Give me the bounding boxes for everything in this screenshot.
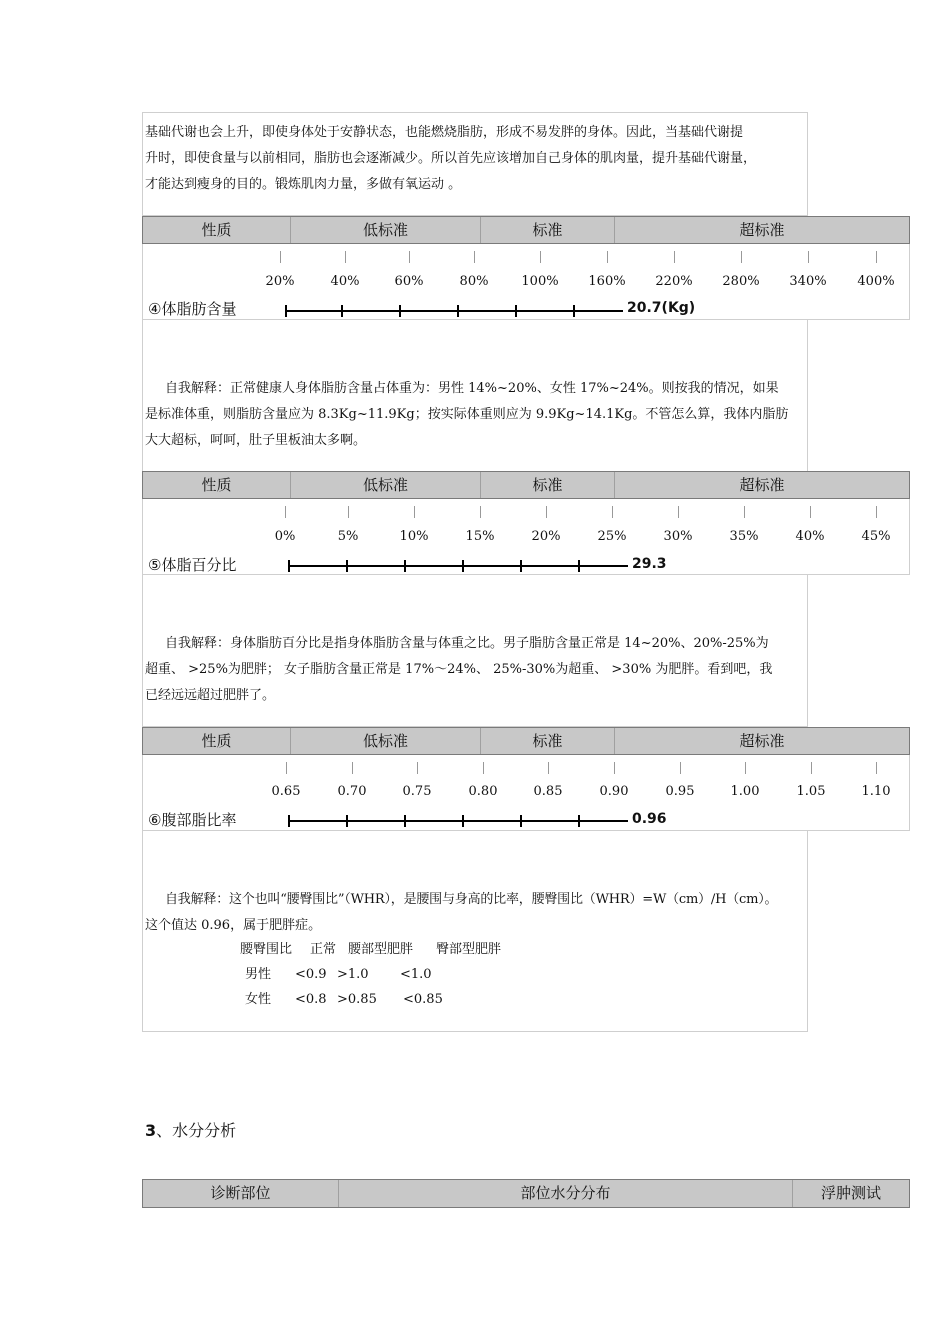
bar-tick (285, 305, 287, 317)
scale-tick-label: 20% (265, 274, 295, 289)
bar-tick (288, 560, 290, 572)
scale-tick (674, 251, 675, 263)
scale-tick (607, 251, 608, 263)
note-paragraph (145, 376, 805, 454)
scale-tick-label: 100% (521, 274, 559, 289)
scale-tick (409, 251, 410, 263)
scale-tick (348, 506, 349, 518)
note-line: 自我解释：身体脂肪百分比是指身体脂肪含量与体重之比。男子脂肪含量正常是 14~20%、20%-25%为 (165, 636, 769, 651)
scale-tick (480, 506, 481, 518)
scale-tick-label: 160% (588, 274, 626, 289)
scale-tick (614, 762, 615, 774)
scale-tick (352, 762, 353, 774)
scale-tick (741, 251, 742, 263)
bar-tick (520, 815, 522, 827)
bar-tick (457, 305, 459, 317)
scale-tick (876, 762, 877, 774)
whr-cell: 女性 (245, 992, 272, 1007)
bar-tick (515, 305, 517, 317)
header-over: 超标准 (739, 221, 785, 239)
scale-tick (546, 506, 547, 518)
note-paragraph (145, 887, 810, 939)
header-diagnosis-site: 诊断部位 (143, 1180, 339, 1207)
water-table-header (142, 1179, 910, 1208)
bar-tick (578, 815, 580, 827)
scale-tick-label: 1.00 (730, 784, 760, 799)
header-edema-test: 浮肿测试 (820, 1184, 881, 1202)
scale-tick-label: 15% (465, 529, 495, 544)
scale-tick-label: 25% (597, 529, 627, 544)
note-line: 已经远远超过肥胖了。 (145, 688, 276, 703)
note-line: 是标准体重，则脂肪含量应为 8.3Kg~11.9Kg；按实际体重则应为 9.9Kg~14.1Kg。不管怎么算，我体内脂肪 (145, 407, 789, 422)
scale-tick (417, 762, 418, 774)
scale-tick (810, 506, 811, 518)
whr-cell: >0.85 (337, 992, 377, 1007)
scale-tick (540, 251, 541, 263)
whr-cell: <0.85 (403, 992, 443, 1007)
header-over: 超标准 (739, 476, 785, 494)
scale-tick-label: 220% (655, 274, 693, 289)
bar-tick (404, 560, 406, 572)
header-low: 低标准 (291, 217, 481, 243)
scale-tick-label: 1.10 (861, 784, 891, 799)
scale-tick-label: 0.75 (402, 784, 432, 799)
bar-tick (346, 815, 348, 827)
scale-tick (548, 762, 549, 774)
whr-cell: <0.9 (295, 967, 327, 982)
scale-tick (483, 762, 484, 774)
scale-tick (876, 506, 877, 518)
scale-tick-label: 0% (274, 529, 296, 544)
intro-line: 才能达到瘦身的目的。锻炼肌肉力量，多做有氧运动 。 (145, 177, 462, 192)
metric-value: 29.3 (632, 556, 667, 572)
scale-tick (744, 506, 745, 518)
scale-tick-label: 5% (337, 529, 359, 544)
scale-tick-label: 60% (394, 274, 424, 289)
bar-tick (573, 305, 575, 317)
scale-tick (811, 762, 812, 774)
scale-tick (678, 506, 679, 518)
note-paragraph (145, 631, 805, 709)
scale-tick-label: 0.85 (533, 784, 563, 799)
scale-tick (876, 251, 877, 263)
intro-paragraph (145, 120, 805, 198)
metric-label: ⑤体脂百分比 (148, 556, 237, 574)
scale-tick (745, 762, 746, 774)
whr-header-cell: 腰臀围比 (240, 942, 293, 957)
scale-tick-label: 40% (330, 274, 360, 289)
scale-tick (414, 506, 415, 518)
whr-header-cell: 正常 (310, 942, 337, 957)
scale-tick-label: 80% (459, 274, 489, 289)
scale-tick (285, 506, 286, 518)
scale-tick (808, 251, 809, 263)
value-bar (288, 565, 628, 567)
value-bar (288, 820, 628, 822)
header-nature: 性质 (143, 472, 291, 498)
scale-tick-label: 40% (795, 529, 825, 544)
note-line: 自我解释：正常健康人身体脂肪含量占体重为：男性 14%~20%、女性 17%~24%。则按我的情况，如果 (165, 381, 779, 396)
note-line: 自我解释：这个也叫“腰臀围比”（WHR），是腰围与身高的比率，腰臀围比（WHR）=W（cm）/H（cm）。 (165, 892, 778, 907)
scale-tick (286, 762, 287, 774)
bar-tick (462, 560, 464, 572)
whr-header-cell: 臀部型肥胖 (436, 942, 502, 957)
scale-tick-label: 1.05 (796, 784, 826, 799)
section-title (145, 1118, 236, 1141)
scale-tick-label: 10% (399, 529, 429, 544)
intro-line: 升时，即使食量与以前相同，脂肪也会逐渐减少。所以首先应该增加自己身体的肌肉量，提升基础代谢量， (145, 151, 757, 166)
bar-tick (520, 560, 522, 572)
scale-tick-label: 35% (729, 529, 759, 544)
header-standard: 标准 (481, 472, 615, 498)
metric-header (142, 471, 910, 499)
scale-tick-label: 45% (861, 529, 891, 544)
metric-value: 20.7(Kg) (627, 300, 696, 316)
scale-tick-label: 0.90 (599, 784, 629, 799)
section-number: 3 (145, 1121, 157, 1140)
scale-tick-label: 0.65 (271, 784, 301, 799)
header-standard: 标准 (481, 728, 615, 754)
note-line: 这个值达 0.96，属于肥胖症。 (145, 918, 322, 933)
header-water-distribution: 部位水分分布 (339, 1180, 793, 1207)
header-standard: 标准 (481, 217, 615, 243)
scale-tick-label: 20% (531, 529, 561, 544)
note-line: 超重、 >25%为肥胖； 女子脂肪含量正常是 17%～24%、 25%-30%为超重、 >30% 为肥胖。看到吧，我 (145, 662, 773, 677)
metric-value: 0.96 (632, 811, 667, 827)
header-over: 超标准 (739, 732, 785, 750)
metric-label: ④体脂肪含量 (148, 300, 237, 318)
scale-tick-label: 280% (722, 274, 760, 289)
scale-tick-label: 0.70 (337, 784, 367, 799)
bar-tick (341, 305, 343, 317)
metric-header (142, 216, 910, 244)
metric-header (142, 727, 910, 755)
header-low: 低标准 (291, 472, 481, 498)
scale-tick-label: 340% (789, 274, 827, 289)
whr-cell: <0.8 (295, 992, 327, 1007)
scale-tick-label: 0.80 (468, 784, 498, 799)
bar-tick (399, 305, 401, 317)
bar-tick (346, 560, 348, 572)
metric-label: ⑥腹部脂比率 (148, 811, 237, 829)
bar-tick (462, 815, 464, 827)
scale-tick (612, 506, 613, 518)
scale-tick-label: 0.95 (665, 784, 695, 799)
scale-tick (474, 251, 475, 263)
scale-tick (680, 762, 681, 774)
scale-tick-label: 30% (663, 529, 693, 544)
section-title-text: 、水分分析 (156, 1121, 237, 1140)
scale-tick (280, 251, 281, 263)
note-line: 大大超标，呵呵，肚子里板油太多啊。 (145, 433, 367, 448)
scale-tick-label: 400% (857, 274, 895, 289)
whr-cell: <1.0 (400, 967, 432, 982)
intro-line: 基础代谢也会上升，即使身体处于安静状态，也能燃烧脂肪，形成不易发胖的身体。因此，当基础代谢提 (145, 125, 744, 140)
whr-cell: 男性 (245, 967, 272, 982)
whr-cell: >1.0 (337, 967, 369, 982)
header-nature: 性质 (143, 728, 291, 754)
bar-tick (288, 815, 290, 827)
bar-tick (578, 560, 580, 572)
scale-tick (345, 251, 346, 263)
header-low: 低标准 (291, 728, 481, 754)
header-nature: 性质 (143, 217, 291, 243)
bar-tick (404, 815, 406, 827)
whr-header-cell: 腰部型肥胖 (348, 942, 414, 957)
